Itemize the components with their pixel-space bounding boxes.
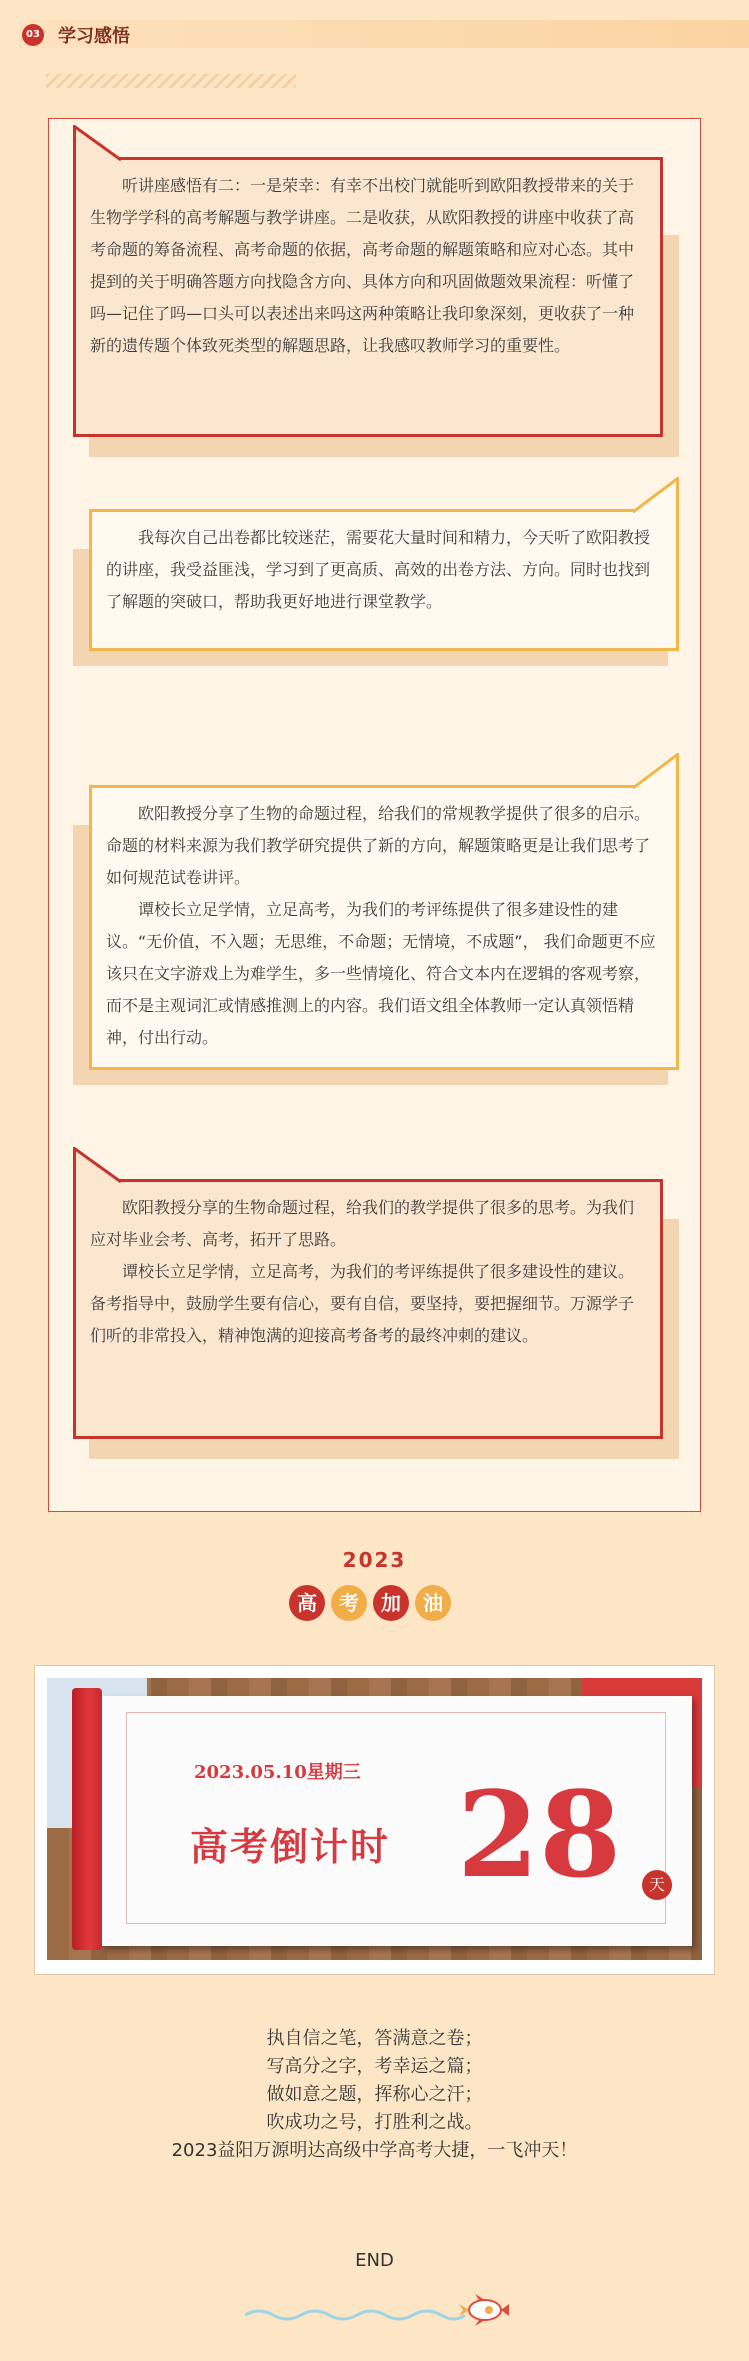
closing-line-2: 写高分之字，考幸运之篇； [266, 2056, 483, 2077]
cheer-char-4: 油 [415, 1585, 451, 1621]
quote-box-3-para-2: 谭校长立足学情，立足高考，为我们的考评练提供了很多建设性的建议。“无价值，不入题；无思维，不命题；无情境，不成题”， 我们命题更不应该只在文字游戏上为难学生，多一些情境化、符合文本内在逻辑的客观考察，而不是主观词汇或情感推测上的内容。我们语文组全体教师一定认真领悟精神，付出行动。 [106, 900, 656, 1047]
cheer-row [0, 1585, 749, 1621]
speech-notch [73, 125, 123, 161]
quote-box-1 [73, 157, 679, 457]
quote-box-4-para-2: 谭校长立足学情，立足高考，为我们的考评练提供了很多建设性的建议。备考指导中，鼓励学生要有信心，要有自信，要坚持，要把握细节。万源学子们听的非常投入，精神饱满的迎接高考备考的最终冲刺的建议。 [90, 1262, 635, 1345]
red-scroll-decoration [72, 1688, 102, 1950]
quote-box-3 [73, 785, 679, 1085]
decorative-stripes [46, 74, 296, 88]
speech-notch [633, 477, 679, 513]
countdown-unit: 天 [642, 1870, 672, 1900]
speech-notch [73, 1147, 123, 1183]
section-title: 学习感悟 [58, 26, 130, 47]
cheer-char-3: 加 [373, 1585, 409, 1621]
quote-box-1-text: 听讲座感悟有二：一是荣幸：有幸不出校门就能听到欧阳教授带来的关于生物学学科的高考解题与教学讲座。二是收获，从欧阳教授的讲座中收获了高考命题的筹备流程、高考命题的依据，高考命题的解题策略和应对心态。其中提到的关于明确答题方向找隐含方向、具体方向和巩固做题效果流程：听懂了吗—记住了吗—口头可以表述出来吗这两种策略让我印象深刻，更收获了一种新的遗传题个体致死类型的解题思路，让我感叹教师学习的重要性。 [90, 176, 635, 355]
section-number-badge: 03 [22, 24, 44, 46]
closing-line-1: 执自信之笔，答满意之卷； [266, 2028, 483, 2049]
cheer-char-2: 考 [331, 1585, 367, 1621]
rocket-icon [455, 2292, 510, 2328]
quote-box-4 [73, 1179, 679, 1459]
closing-line-5: 2023益阳万源明达高级中学高考大捷，一飞冲天！ [171, 2140, 578, 2161]
quote-box-2 [73, 509, 679, 669]
end-label: END [355, 2250, 394, 2271]
speech-notch [633, 753, 679, 789]
countdown-date: 2023.05.10星期三 [194, 1762, 361, 1783]
quote-box-3-para-1: 欧阳教授分享了生物的命题过程，给我们的常规教学提供了很多的启示。命题的材料来源为我们教学研究提供了新的方向，解题策略更是让我们思考了如何规范试卷讲评。 [106, 804, 651, 887]
content-frame [48, 118, 701, 1512]
closing-verse [0, 2025, 749, 2165]
countdown-label: 高考倒计时 [190, 1824, 391, 1869]
section-header [18, 20, 749, 48]
countdown-card [34, 1665, 715, 1975]
cheer-char-1: 高 [289, 1585, 325, 1621]
countdown-image [47, 1678, 702, 1960]
quote-box-4-para-1: 欧阳教授分享的生物命题过程，给我们的教学提供了很多的思考。为我们应对毕业会考、高考，拓开了思路。 [90, 1198, 635, 1249]
closing-line-3: 做如意之题，挥称心之汗； [266, 2084, 483, 2105]
calendar-paper [102, 1696, 692, 1946]
countdown-days: 28 [457, 1765, 622, 1904]
year-label: 2023 [342, 1548, 407, 1572]
wave-decoration [245, 2305, 465, 2325]
quote-box-2-text: 我每次自己出卷都比较迷茫，需要花大量时间和精力，今天听了欧阳教授的讲座，我受益匪浅，学习到了更高质、高效的出卷方法、方向。同时也找到了解题的突破口，帮助我更好地进行课堂教学。 [106, 528, 651, 611]
closing-line-4: 吹成功之号，打胜利之战。 [266, 2112, 483, 2133]
